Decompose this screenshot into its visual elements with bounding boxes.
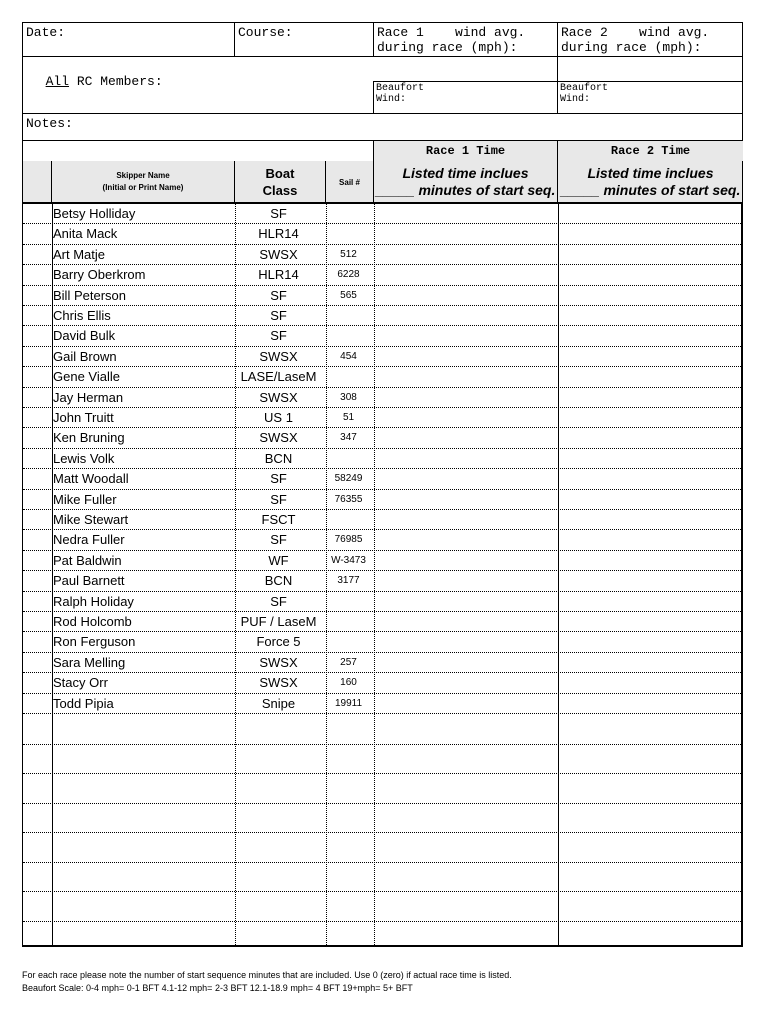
boat-class[interactable]: PUF / LaseM (240, 614, 317, 629)
race2-time-cell[interactable] (558, 326, 741, 345)
boat-class[interactable]: SWSX (259, 675, 298, 691)
race2-note-line2: _____ minutes of start seq. (560, 182, 741, 198)
boat-class[interactable]: SWSX (259, 389, 298, 405)
boat-class[interactable]: HLR14 (258, 226, 299, 242)
sail-number[interactable] (324, 612, 373, 631)
skipper-name[interactable]: Mike Fuller (53, 491, 117, 507)
skipper-name[interactable]: Gene Vialle (53, 369, 120, 385)
race1-time-cell[interactable] (374, 286, 558, 305)
table-row (23, 490, 741, 510)
race1-wind-field[interactable] (373, 22, 558, 57)
race1-time-cell[interactable] (374, 653, 558, 672)
race2-time-cell[interactable] (558, 510, 741, 529)
table-row (23, 592, 741, 612)
race1-time-cell[interactable] (374, 204, 558, 223)
course-field[interactable] (234, 22, 374, 57)
race2-time-cell[interactable] (558, 347, 741, 366)
table-row (23, 245, 741, 265)
race2-time-cell[interactable] (558, 245, 741, 264)
race1-beaufort-field[interactable] (373, 81, 558, 114)
race1-time-cell[interactable] (374, 612, 558, 631)
skipper-name[interactable]: Stacy Orr (53, 675, 108, 691)
race1-time-cell[interactable] (374, 490, 558, 509)
boat-class[interactable]: Snipe (261, 695, 296, 711)
race1-time-cell[interactable] (374, 224, 558, 243)
boat-class[interactable]: SF (270, 206, 287, 221)
sail-number[interactable] (324, 326, 373, 345)
race2-time-cell[interactable] (558, 204, 741, 223)
race1-time-cell[interactable] (374, 530, 558, 549)
race2-beaufort-field[interactable] (557, 81, 743, 114)
table-row (23, 449, 741, 469)
race2-note-line1: Listed time inclues (587, 165, 714, 181)
race1-time-cell[interactable] (374, 265, 558, 284)
boat-class[interactable]: SF (270, 593, 287, 609)
blank-row-divider (23, 744, 741, 745)
table-row (23, 653, 741, 673)
race2-wind-field[interactable] (557, 22, 743, 57)
rc-members-label (27, 57, 166, 91)
race2-time-label: Race 2 Time (610, 144, 691, 158)
boat-class[interactable]: FSCT (261, 512, 296, 527)
race1-note-header (374, 161, 557, 203)
race2-time-cell[interactable] (558, 612, 741, 631)
race2-time-cell[interactable] (558, 694, 741, 713)
race2-time-cell[interactable] (558, 530, 741, 549)
skipper-name[interactable]: Barry Oberkrom (53, 267, 146, 283)
boat-class[interactable]: SWSX (259, 430, 298, 446)
table-row (23, 673, 741, 693)
race2-time-cell[interactable] (558, 653, 741, 672)
race2-time-cell[interactable] (558, 224, 741, 243)
boat-header-line1: Boat (265, 166, 295, 181)
race2-note-header (558, 161, 743, 203)
boat-class[interactable]: LASE/LaseM (240, 369, 317, 385)
boat-class[interactable]: SWSX (259, 246, 298, 262)
table-row (23, 224, 741, 244)
skipper-name[interactable]: Jay Herman (53, 389, 124, 405)
race1-time-header (373, 141, 558, 161)
skipper-name[interactable]: Rod Holcomb (53, 614, 132, 629)
table-row (23, 408, 741, 428)
race2-time-cell[interactable] (558, 632, 741, 651)
table-row (23, 632, 741, 652)
skipper-name[interactable]: Chris Ellis (53, 308, 111, 323)
skipper-name[interactable]: Paul Barnett (53, 573, 125, 589)
race1-time-cell[interactable] (374, 673, 558, 692)
race1-time-cell[interactable] (374, 347, 558, 366)
sail-number[interactable]: 160 (340, 677, 357, 689)
boat-class-header (235, 161, 325, 203)
skipper-header-line2: (Initial or Print Name) (102, 183, 184, 192)
blank-row-divider (23, 891, 741, 892)
race1-time-cell[interactable] (374, 694, 558, 713)
race1-time-cell[interactable] (374, 326, 558, 345)
sail-number[interactable] (324, 204, 373, 223)
boat-class[interactable]: SF (270, 532, 287, 548)
race1-time-cell[interactable] (374, 306, 558, 325)
skipper-name[interactable]: Pat Baldwin (53, 552, 122, 568)
race1-wind-label: Race 1 wind avg. during race (mph): (377, 25, 526, 55)
race2-time-cell[interactable] (558, 592, 741, 611)
skipper-header-line1: Skipper Name (116, 171, 170, 180)
race2-time-cell[interactable] (558, 306, 741, 325)
table-row (23, 469, 741, 489)
boat-class[interactable]: BCN (264, 450, 293, 466)
skipper-name[interactable]: Bill Peterson (53, 287, 126, 303)
race2-time-cell[interactable] (558, 673, 741, 692)
sail-number[interactable]: 257 (340, 656, 357, 668)
skipper-name[interactable]: Lewis Volk (53, 450, 115, 466)
table-row (23, 367, 741, 387)
race2-time-cell[interactable] (558, 286, 741, 305)
sail-number[interactable]: 454 (340, 350, 357, 362)
boat-class[interactable]: SF (270, 471, 287, 487)
course-label: Course: (238, 25, 293, 40)
sail-number[interactable] (324, 224, 373, 243)
boat-class[interactable]: SF (270, 308, 287, 323)
footer-note (22, 969, 762, 995)
blank-row-divider (23, 862, 741, 863)
sail-number-header (326, 161, 373, 203)
sail-number[interactable]: 512 (340, 248, 357, 260)
sail-number[interactable]: 565 (340, 289, 357, 301)
boat-header-line2: Class (262, 183, 298, 198)
sail-number[interactable] (324, 449, 373, 468)
race1-time-cell[interactable] (374, 551, 558, 570)
sail-number[interactable]: 308 (340, 391, 357, 403)
table-row (23, 265, 741, 285)
boat-class[interactable]: SWSX (259, 348, 298, 364)
race2-time-cell[interactable] (558, 490, 741, 509)
rc-members-all: All (45, 74, 70, 89)
rc-members-text: RC Members: (69, 74, 163, 89)
sail-number[interactable]: 19911 (334, 697, 363, 709)
table-row (23, 286, 741, 306)
boat-class[interactable]: SF (270, 328, 287, 344)
table-row (23, 388, 741, 408)
sail-number[interactable]: W-3473 (331, 554, 366, 566)
race1-time-cell[interactable] (374, 245, 558, 264)
skipper-name[interactable]: Ron Ferguson (53, 634, 136, 650)
race1-time-cell[interactable] (374, 388, 558, 407)
boat-class[interactable]: SF (270, 491, 287, 507)
race1-time-cell[interactable] (374, 592, 558, 611)
race2-time-cell[interactable] (558, 265, 741, 284)
sail-number[interactable]: 3177 (337, 575, 360, 587)
race1-time-cell[interactable] (374, 449, 558, 468)
skipper-name[interactable]: Mike Stewart (53, 512, 129, 527)
blank-row-divider (23, 832, 741, 833)
skipper-name[interactable]: Todd Pipia (53, 695, 114, 711)
date-field[interactable] (22, 22, 235, 57)
table-row (23, 510, 741, 530)
race1-time-cell[interactable] (374, 632, 558, 651)
skipper-name[interactable]: Sara Melling (53, 654, 126, 670)
table-row (23, 551, 741, 571)
race2-time-cell[interactable] (558, 428, 741, 447)
race2-time-cell[interactable] (558, 551, 741, 570)
boat-class[interactable]: Force 5 (256, 634, 301, 650)
skipper-name[interactable]: John Truitt (53, 410, 114, 425)
sail-number[interactable]: 6228 (337, 269, 360, 281)
sail-number[interactable] (324, 306, 373, 325)
skipper-name[interactable]: Betsy Holliday (53, 206, 136, 221)
skipper-name[interactable]: Matt Woodall (53, 471, 129, 487)
table-row (23, 347, 741, 367)
race1-beaufort-label: Beaufort Wind: (376, 83, 425, 105)
sail-number[interactable] (324, 510, 373, 529)
race2-time-cell[interactable] (558, 449, 741, 468)
table-row (23, 571, 741, 591)
race2-time-cell[interactable] (558, 469, 741, 488)
race2-time-cell[interactable] (558, 388, 741, 407)
race1-time-cell[interactable] (374, 428, 558, 447)
skipper-name[interactable]: Gail Brown (53, 348, 117, 364)
skipper-name[interactable]: Ken Bruning (53, 430, 125, 446)
notes-field[interactable] (22, 113, 743, 141)
boat-class[interactable]: US 1 (264, 410, 293, 425)
skipper-name[interactable]: Anita Mack (53, 226, 118, 242)
race2-time-cell[interactable] (558, 367, 741, 386)
sail-number[interactable] (324, 632, 373, 651)
members-divider (557, 56, 558, 82)
skipper-name[interactable]: David Bulk (53, 328, 116, 344)
skipper-name-header (52, 161, 234, 203)
blank-row-divider (23, 773, 741, 774)
sail-number[interactable]: 51 (342, 412, 355, 423)
race1-time-label: Race 1 Time (425, 144, 506, 158)
sail-number[interactable] (324, 592, 373, 611)
notes-label: Notes: (26, 116, 73, 131)
race1-time-cell[interactable] (374, 469, 558, 488)
table-row (23, 204, 741, 224)
date-label: Date: (26, 25, 66, 40)
boat-class[interactable]: SF (270, 287, 287, 303)
race1-note-line1: Listed time inclues (402, 165, 529, 181)
race2-wind-label: Race 2 wind avg. during race (mph): (561, 25, 710, 55)
sail-number[interactable]: 347 (340, 432, 357, 444)
race2-time-header (557, 141, 743, 161)
race1-time-cell[interactable] (374, 510, 558, 529)
race2-time-cell[interactable] (558, 571, 741, 590)
race1-time-cell[interactable] (374, 367, 558, 386)
race1-time-cell[interactable] (374, 571, 558, 590)
boat-class[interactable]: BCN (264, 573, 293, 589)
table-row (23, 612, 741, 632)
blank-row-divider (23, 921, 741, 922)
race2-time-cell[interactable] (558, 408, 741, 427)
footer-line1: For each race please note the number of start sequence minutes that are included. Use 0 (zero) if actual race time is listed. (22, 970, 512, 980)
race1-note-line2: _____ minutes of start seq. (375, 182, 556, 198)
sail-number[interactable] (324, 367, 373, 386)
table-row (23, 530, 741, 550)
boat-class[interactable]: HLR14 (258, 267, 299, 283)
table-row (23, 326, 741, 346)
skipper-name[interactable]: Nedra Fuller (53, 532, 125, 548)
skipper-name[interactable]: Art Matje (53, 246, 106, 262)
sail-number[interactable]: 76355 (334, 493, 363, 505)
table-row (23, 694, 741, 714)
footer-line2: Beaufort Scale: 0-4 mph= 0-1 BFT 4.1-12 mph= 2-3 BFT 12.1-18.9 mph= 4 BFT 19+mph= 5+ BFT (22, 983, 413, 993)
skipper-name[interactable]: Ralph Holiday (53, 593, 134, 609)
race2-beaufort-label: Beaufort Wind: (560, 83, 609, 105)
table-row (23, 428, 741, 448)
table-row (23, 306, 741, 326)
sail-header-label: Sail # (339, 177, 360, 187)
boat-class[interactable]: WF (268, 552, 289, 568)
race1-time-cell[interactable] (374, 408, 558, 427)
blank-row-divider (23, 803, 741, 804)
sail-number[interactable]: 76985 (334, 534, 363, 546)
sail-number[interactable]: 58249 (334, 473, 363, 485)
boat-class[interactable]: SWSX (259, 654, 298, 670)
